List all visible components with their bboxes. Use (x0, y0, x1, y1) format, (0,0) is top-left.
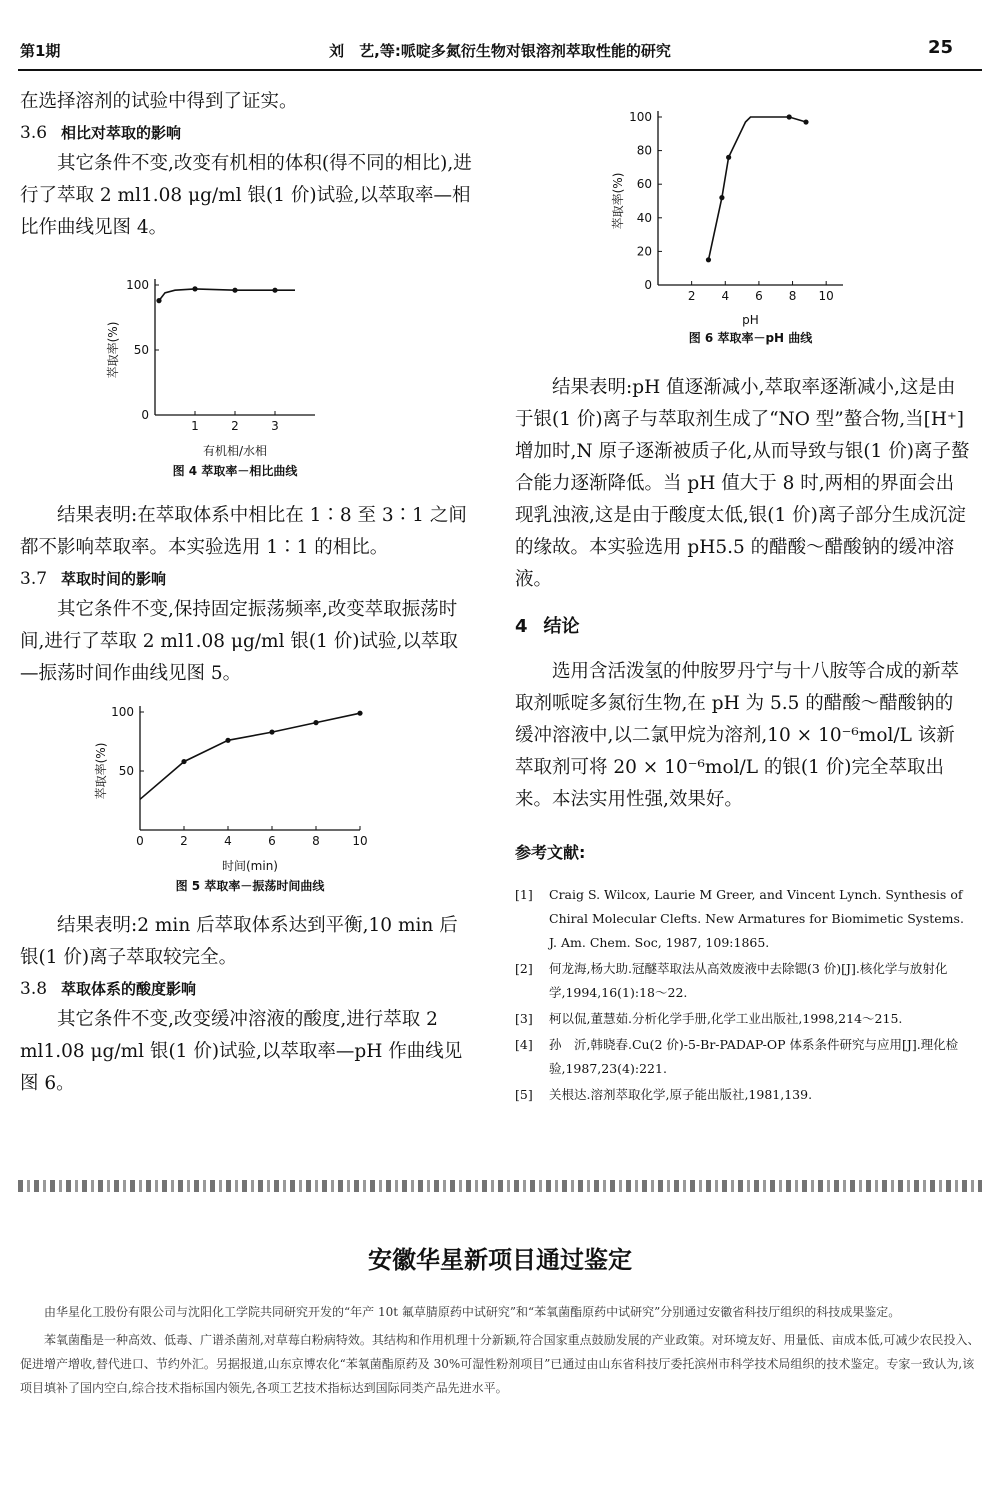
reference-text: 关根达.溶剂萃取化学,原子能出版社,1981,139. (549, 1087, 813, 1102)
data-point (706, 257, 711, 262)
y-tick-label: 0 (644, 278, 652, 292)
chart-area (105, 278, 315, 478)
issue-number: 第1期 (20, 42, 61, 60)
references-list (515, 883, 970, 1107)
x-tick-label: 0 (136, 834, 144, 848)
y-tick-label: 100 (111, 705, 134, 719)
x-tick-label: 4 (224, 834, 232, 848)
reference-text: Craig S. Wilcox, Laurie M Greer, and Vincent Lynch. Synthesis of Chiral Molecular Clefts. New Armatures for Biomimetic Systems. J. Am. Chem. Soc, 1987, 109:1865. (549, 887, 964, 950)
paragraph: 结果表明:在萃取体系中相比在 1∶8 至 3∶1 之间都不影响萃取率。本实验选用 1∶1 的相比。 (20, 505, 467, 558)
y-tick-label: 100 (126, 278, 149, 292)
x-tick-label: 4 (721, 289, 730, 303)
x-tick-label: 10 (818, 289, 834, 303)
y-tick-label: 100 (629, 110, 652, 124)
figure-title: 萃取率－振荡时间曲线 (204, 879, 325, 893)
series-line (709, 117, 807, 260)
data-point (726, 155, 731, 160)
references-heading: 参考文献: (515, 843, 586, 862)
data-point (181, 759, 186, 764)
figure-6 (600, 100, 880, 350)
reference-item (515, 1083, 970, 1107)
reference-text: 何龙海,杨大助.冠醚萃取法从高效废液中去除锶(3 价)[J].核化学与放射化学,1994,16(1):18～22. (549, 961, 948, 1000)
right-column (515, 372, 970, 1109)
figure-title: 萃取率－pH 曲线 (717, 331, 813, 345)
reference-item (515, 957, 970, 1005)
data-point (192, 286, 197, 291)
reference-item (515, 1033, 970, 1081)
section-heading-3-7: 3.7 萃取时间的影响 (20, 569, 167, 589)
x-tick-label: 6 (268, 834, 276, 848)
y-tick-label: 60 (636, 177, 652, 192)
x-tick-label: 2 (231, 419, 239, 433)
y-axis-label: 萃取率(%) (611, 172, 625, 230)
x-axis-label: pH (742, 313, 759, 327)
x-tick-label: 2 (180, 834, 188, 848)
page-number: 25 (928, 37, 954, 58)
section-heading-4: 4 结论 (515, 616, 580, 637)
figure-caption (689, 330, 814, 345)
left-column-mid (20, 500, 475, 690)
y-axis-label: 萃取率(%) (106, 321, 120, 379)
figure-4 (95, 265, 415, 495)
figure-number: 图 6 (688, 331, 718, 345)
reference-item (515, 1007, 970, 1031)
y-tick-label: 80 (636, 143, 652, 158)
y-tick-label: 40 (636, 210, 652, 225)
paragraph: 其它条件不变,改变有机相的体积(得不同的相比),进行了萃取 2 ml1.08 μg/ml 银(1 价)试验,以萃取率—相比作曲线见图 4。 (20, 153, 472, 238)
data-point (269, 729, 274, 734)
figure-5 (85, 700, 405, 900)
chart-area (610, 110, 843, 345)
reference-item (515, 883, 970, 955)
x-tick-label: 2 (687, 289, 696, 303)
figure-number: 图 4 (172, 464, 202, 478)
paragraph: 结果表明:2 min 后萃取体系达到平衡,10 min 后银(1 价)离子萃取较完全。 (20, 915, 458, 968)
data-point (313, 720, 318, 725)
chart-area (93, 705, 368, 893)
x-tick-label: 8 (788, 289, 797, 303)
news-paragraph: 苯氧菌酯是一种高效、低毒、广谱杀菌剂,对草莓白粉病特效。其结构和作用机理十分新颖,符合国家重点鼓励发展的产业政策。对环境友好、用量低、亩成本低,可减少农民投入、促进增产增收,替代进口、节约外汇。另据报道,山东京博农化“苯氧菌酯原药及 30%可湿性粉剂项目”已通过由山东省科技厅委托滨州市科学技术局组织的技术鉴定。专家一致认为,该项目填补了国内空白,综合技术指标国内领先,各项工艺技术指标达到国际同类产品先进水平。 (20, 1333, 980, 1395)
y-tick-label: 50 (118, 764, 134, 778)
news-paragraph: 由华星化工股份有限公司与沈阳化工学院共同研究开发的“年产 10t 氟草腈原药中试研究”和“苯氧菌酯原药中试研究”分别通过安徽省科技厅组织的科技成果鉴定。 (44, 1305, 901, 1319)
data-point (787, 114, 792, 119)
running-title: 刘 艺,等:哌啶多氮衍生物对银溶剂萃取性能的研究 (329, 42, 671, 60)
paragraph: 其它条件不变,保持固定振荡频率,改变萃取振荡时间,进行了萃取 2 ml1.08 μg/ml 银(1 价)试验,以萃取—振荡时间作曲线见图 5。 (20, 599, 458, 684)
x-tick-label: 3 (271, 419, 279, 433)
y-tick-label: 50 (133, 343, 149, 357)
figure-5-chart (85, 700, 405, 900)
x-axis-label: 有机相/水相 (202, 444, 268, 458)
news-body (20, 1300, 980, 1400)
paragraph: 选用含活泼氢的仲胺罗丹宁与十八胺等合成的新萃取剂哌啶多氮衍生物,在 pH 为 5.5 的醋酸～醋酸钠的缓冲溶液中,以二氯甲烷为溶剂,10 × 10⁻⁶mol/L 该新萃取剂可将 20 × 10⁻⁶mol/L 的银(1 价)完全萃取出来。本法实用性强,效果好。 (515, 661, 960, 810)
data-point (803, 119, 808, 124)
figure-caption (173, 463, 299, 478)
reference-number: [5] (515, 1087, 533, 1102)
reference-number: [3] (515, 1011, 533, 1026)
figure-6-chart (600, 100, 880, 350)
x-tick-label: 1 (191, 419, 199, 433)
data-point (156, 298, 161, 303)
data-point (719, 195, 724, 200)
paragraph: 在选择溶剂的试验中得到了证实。 (20, 91, 298, 112)
data-point (232, 288, 237, 293)
data-point (225, 738, 230, 743)
paragraph: 其它条件不变,改变缓冲溶液的酸度,进行萃取 2 ml1.08 μg/ml 银(1 价)试验,以萃取率—pH 作曲线见图 6。 (20, 1009, 463, 1094)
figure-4-chart (95, 265, 415, 495)
reference-number: [4] (515, 1037, 533, 1052)
y-axis-label: 萃取率(%) (94, 742, 108, 800)
ornament-border (18, 1180, 982, 1192)
reference-number: [2] (515, 961, 533, 976)
reference-number: [1] (515, 887, 533, 902)
data-point (357, 711, 362, 716)
figure-number: 图 5 (175, 879, 205, 893)
data-point (272, 288, 277, 293)
x-axis-label: 时间(min) (222, 859, 278, 873)
reference-text: 孙 沂,韩晓春.Cu(2 价)-5-Br-PADAP-OP 体系条件研究与应用[J].理化检验,1987,23(4):221. (549, 1037, 959, 1076)
left-column-top (20, 86, 475, 244)
x-tick-label: 8 (312, 834, 320, 848)
section-heading-3-6: 3.6 相比对萃取的影响 (20, 123, 182, 143)
section-heading-3-8: 3.8 萃取体系的酸度影响 (20, 979, 197, 999)
y-tick-label: 0 (141, 408, 149, 422)
y-tick-label: 20 (636, 244, 652, 259)
header-rule (18, 69, 982, 71)
figure-title: 萃取率－相比曲线 (201, 464, 298, 478)
figure-caption (176, 878, 326, 893)
x-tick-label: 10 (352, 834, 368, 848)
reference-text: 柯以侃,董慧茹.分析化学手册,化学工业出版社,1998,214～215. (549, 1011, 903, 1026)
series-line (140, 713, 360, 799)
news-title: 安徽华星新项目通过鉴定 (368, 1246, 632, 1274)
x-tick-label: 6 (755, 289, 763, 303)
left-column-bottom (20, 910, 475, 1100)
paragraph: 结果表明:pH 值逐渐减小,萃取率逐渐减小,这是由于银(1 价)离子与萃取剂生成了“NO 型”螯合物,当[H⁺]增加时,N 原子逐渐被质子化,从而导致与银(1 价)离子螯合能力逐渐降低。当 pH 值大于 8 时,两相的界面会出现乳浊液,这是由于酸度太低,银(1 价)离子部分生成沉淀的缘故。本实验选用 pH5.5 的醋酸～醋酸钠的缓冲溶液。 (515, 377, 970, 590)
